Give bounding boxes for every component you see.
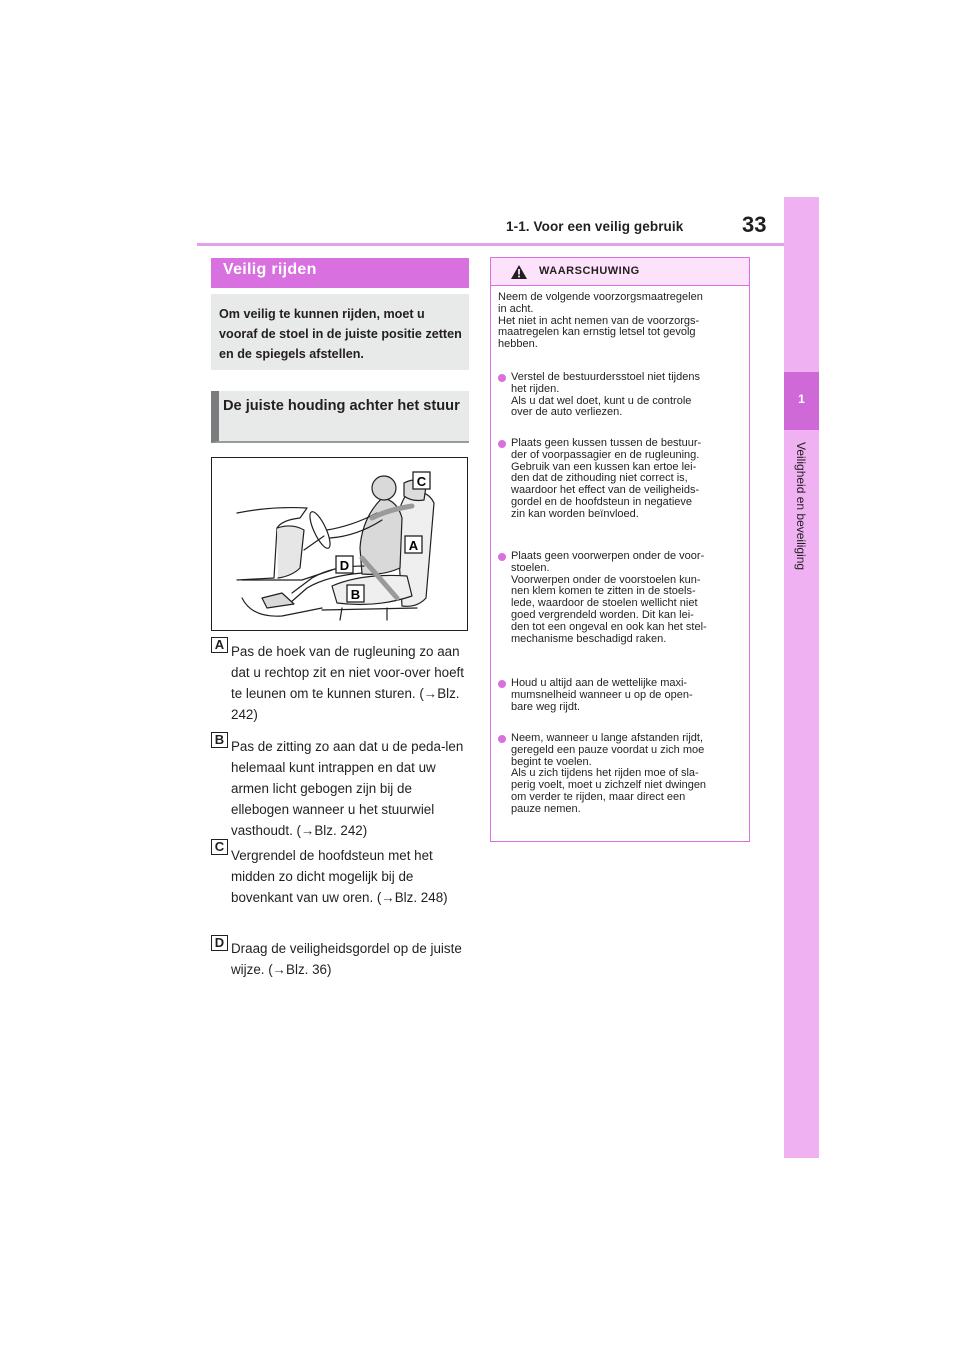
warning-box: [490, 257, 750, 842]
section-title: 1-1. Voor een veilig gebruik: [506, 219, 684, 234]
item-a-marker: A: [211, 637, 228, 653]
warning-bullet-text: Houd u altijd aan de wettelijke maxi- mumsnelheid wanneer u op de open- bare weg rijdt.: [511, 677, 693, 713]
driver-seat-drawing: [212, 458, 467, 630]
callout-d: D: [339, 558, 350, 573]
warning-bullet-text: Plaats geen voorwerpen onder de voor- stoelen. Voorwerpen onder de voorstoelen kun- nen klem komen te zitten in de stoels- lede, waardoor de stoelen wellicht niet goed vergrendeld worden. Dit kan lei- den tot een ongeval en ook kan het stel- mechanisme beschadigd raken.: [511, 550, 707, 645]
intro-text: Om veilig te kunnen rijden, moet u vooraf de stoel in de juiste positie zetten en de spiegels afstellen.: [219, 307, 462, 361]
subheading: [211, 391, 469, 443]
bullet-dot-icon: [498, 374, 506, 382]
header-rule: [197, 243, 787, 246]
warning-bullet-text: Plaats geen kussen tussen de bestuur- der of voorpassagier en de rugleuning. Gebruik van een kussen kan ertoe lei- den dat de zithouding niet correct is, waardoor het effect van de veiligheids- gordel en de hoofdsteun in negatieve zin kan worden beïnvloed.: [511, 437, 702, 520]
warning-title: WAARSCHUWING: [539, 265, 640, 277]
chapter-number: 1: [798, 392, 805, 406]
item-b-marker: B: [211, 732, 228, 748]
warning-bullet-text: Verstel de bestuurdersstoel niet tijdens het rijden. Als u dat wel doet, kunt u de controle over de auto verliezen.: [511, 371, 700, 419]
item-c-text: Vergrendel de hoofdsteun met het midden zo dicht mogelijk bij de bovenkant van uw oren. (→Blz. 248): [231, 848, 448, 905]
item-a-text: Pas de hoek van de rugleuning zo aan dat u rechtop zit en niet voor-over hoeft te leunen om te kunnen sturen. (→Blz. 242): [231, 644, 464, 722]
warning-header: [491, 258, 749, 286]
callout-a: A: [408, 538, 419, 553]
bullet-dot-icon: [498, 735, 506, 743]
driving-position-illustration: [211, 457, 468, 631]
bullet-dot-icon: [498, 553, 506, 561]
warning-bullet-text: Neem, wanneer u lange afstanden rijdt, geregeld een pauze voordat u zich moe begint te voelen. Als u zich tijdens het rijden moe of sla- perig voelt, moet u zichzelf niet dwingen om verder te rijden, maar direct een pauze nemen.: [511, 732, 707, 815]
chapter-label: Veiligheid en beveiliging: [794, 442, 808, 571]
warning-triangle-icon: [510, 264, 528, 280]
item-b-text: Pas de zitting zo aan dat u de peda-len helemaal kunt intrappen en dat uw armen licht gebogen zijn bij de ellebogen wanneer u het stuurwiel vasthoudt. (→Blz. 242): [231, 739, 464, 838]
callout-b: B: [350, 587, 361, 602]
bullet-dot-icon: [498, 680, 506, 688]
subheading-text: De juiste houding achter het stuur: [223, 398, 460, 414]
item-c-marker: C: [211, 839, 228, 855]
intro-box: [211, 294, 469, 370]
page-number: 33: [742, 212, 767, 237]
callout-c: C: [416, 474, 427, 489]
item-d-marker: D: [211, 935, 228, 951]
bullet-dot-icon: [498, 440, 506, 448]
warning-intro: Neem de volgende voorzorgsmaatregelen in acht. Het niet in acht nemen van de voorzorgs- maatregelen kan ernstig letsel tot gevolg hebben.: [498, 291, 703, 351]
section-heading: [211, 258, 469, 288]
section-heading-text: Veilig rijden: [223, 261, 317, 278]
item-d-text: Draag de veiligheidsgordel op de juiste wijze. (→Blz. 36): [231, 941, 462, 977]
chapter-side-tab: [784, 197, 819, 1158]
